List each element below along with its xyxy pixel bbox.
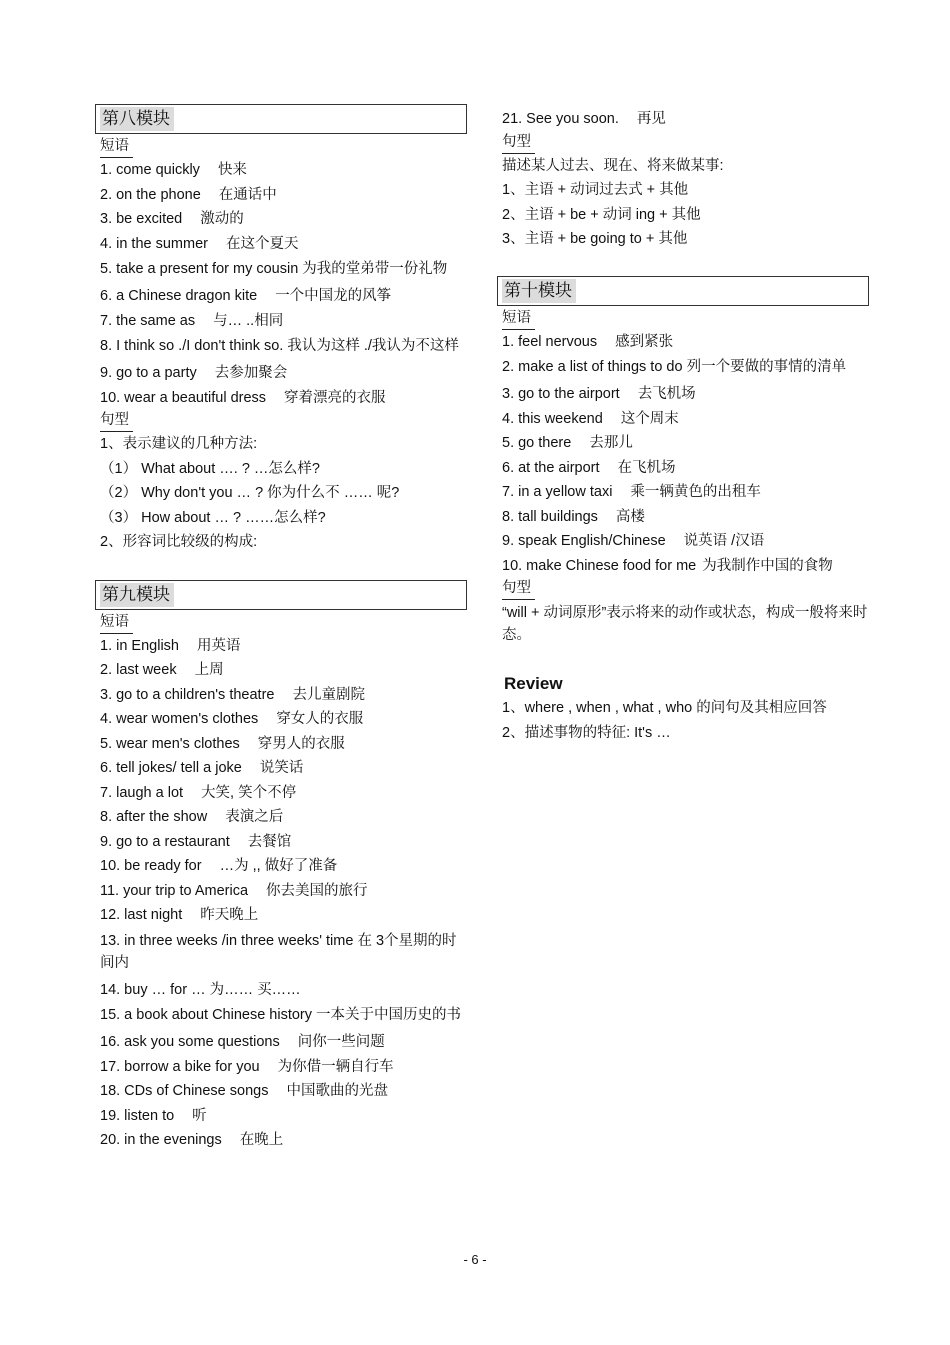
list-item: 8. I think so ./I don't think so. 我认为这样 ./我认为不这样 [100, 338, 459, 354]
list-item: 18. CDs of Chinese songs 中国歌曲的光盘 [100, 1083, 388, 1099]
module10-header [497, 276, 869, 306]
module8-header [95, 104, 467, 134]
review-item: 1、where , when , what , who 的问句及其相应回答 [502, 700, 827, 716]
list-item: 7. the same as 与… ..相同 [100, 312, 284, 329]
list-item: 5. go there 去那儿 [502, 435, 633, 451]
list-item: 4. wear women's clothes 穿女人的衣服 [100, 711, 364, 727]
list-item: 19. listen to 听 [100, 1107, 207, 1124]
list-item: 3. go to the airport 去飞机场 [502, 386, 696, 402]
right-column [497, 107, 869, 745]
list-item: 2. make a list of things to do 列一个要做的事情的清单 [502, 359, 847, 375]
list-item: 7. in a yellow taxi 乘一辆黄色的出租车 [502, 484, 761, 500]
list-item: 12. last night 昨天晚上 [100, 907, 259, 923]
list-item: 15. a book about Chinese history 一本关于中国历史的书 [100, 1007, 462, 1023]
list-item: 14. buy … for … 为…… 买…… [100, 981, 301, 998]
sentence-line: （1） What about …. ? …怎么样? [100, 460, 320, 477]
list-item: 8. tall buildings 高楼 [502, 508, 645, 525]
list-item: 2. last week 上周 [100, 662, 224, 678]
list-item: 4. in the summer 在这个夏天 [100, 235, 299, 252]
list-item: 11. your trip to America 你去美国的旅行 [100, 882, 368, 899]
list-item: 2. on the phone 在通话中 [100, 186, 277, 203]
review-item: 2、描述事物的特征: It's … [502, 724, 671, 741]
module10-phrases-label: 短语 [502, 308, 535, 330]
list-item: 16. ask you some questions 问你一些问题 [100, 1034, 385, 1050]
sentence-line: 1、主语 + 动词过去式 + 其他 [502, 182, 689, 198]
module8-phrases-label: 短语 [100, 136, 133, 158]
list-item: 1. come quickly 快来 [100, 162, 247, 178]
list-item: 10. make Chinese food for me 为我制作中国的食物 [502, 557, 833, 574]
module8-sentence-label: 句型 [100, 410, 133, 432]
list-item: 4. this weekend 这个周末 [502, 410, 679, 427]
sentence-line: 3、主语 + be going to + 其他 [502, 231, 688, 247]
module9-phrases-a [95, 634, 467, 928]
sentence-line: 1、表示建议的几种方法: [100, 436, 258, 452]
list-item: 6. tell jokes/ tell a joke 说笑话 [100, 760, 304, 776]
list-item: 3. go to a children's theatre 去儿童剧院 [100, 686, 365, 703]
sentence-line: “will + 动词原形”表示将来的动作或状态，构成一般将来时态。 [502, 605, 868, 643]
review-title: Review [504, 674, 563, 693]
list-item: 10. wear a beautiful dress 穿着漂亮的衣服 [100, 389, 386, 406]
module9-header [95, 580, 467, 610]
module8-title: 第八模块 [100, 107, 174, 131]
list-item: 9. go to a party 去参加聚会 [100, 365, 288, 381]
list-item: 6. a Chinese dragon kite 一个中国龙的风筝 [100, 288, 392, 304]
list-item: 7. laugh a lot 大笑, 笑个不停 [100, 784, 297, 801]
list-item: 3. be excited 激动的 [100, 211, 244, 227]
sentence-line: 描述某人过去、现在、将来做某事: [502, 157, 724, 174]
list-item: 13. in three weeks /in three weeks' time 在 3个星期的时间内 [100, 932, 457, 971]
list-item: 1. in English 用英语 [100, 637, 241, 654]
list-item: 9. speak English/Chinese 说英语 /汉语 [502, 533, 765, 549]
list-item: 9. go to a restaurant 去餐馆 [100, 833, 292, 850]
list-item: 6. at the airport 在飞机场 [502, 459, 676, 476]
list-item: 5. wear men's clothes 穿男人的衣服 [100, 735, 345, 752]
sentence-line: 2、形容词比较级的构成: [100, 534, 258, 550]
module9-title: 第九模块 [100, 583, 174, 607]
module10-sentence-label: 句型 [502, 578, 535, 600]
module9-phrases-label: 短语 [100, 612, 133, 634]
list-item: 17. borrow a bike for you 为你借一辆自行车 [100, 1058, 394, 1075]
list-item: 1. feel nervous 感到紧张 [502, 333, 674, 350]
module10-title: 第十模块 [502, 279, 576, 303]
list-item: 8. after the show 表演之后 [100, 809, 284, 825]
sentence-line: （2） Why don't you … ? 你为什么不 …… 呢? [100, 485, 400, 501]
page-number: - 6 - [463, 1252, 487, 1267]
list-item: 21. See you soon. 再见 [502, 111, 666, 127]
sentence-line: （3） How about … ? ……怎么样? [100, 509, 326, 526]
module8-phrases-a [95, 158, 467, 256]
list-item: 10. be ready for …为 ,, 做好了准备 [100, 858, 338, 874]
sentence-label: 句型 [502, 132, 535, 154]
sentence-line: 2、主语 + be + 动词 ing + 其他 [502, 206, 701, 223]
left-column [95, 104, 467, 1153]
list-item: 20. in the evenings 在晚上 [100, 1132, 284, 1148]
list-item: 5. take a present for my cousin 为我的堂弟带一份礼物 [100, 261, 448, 277]
